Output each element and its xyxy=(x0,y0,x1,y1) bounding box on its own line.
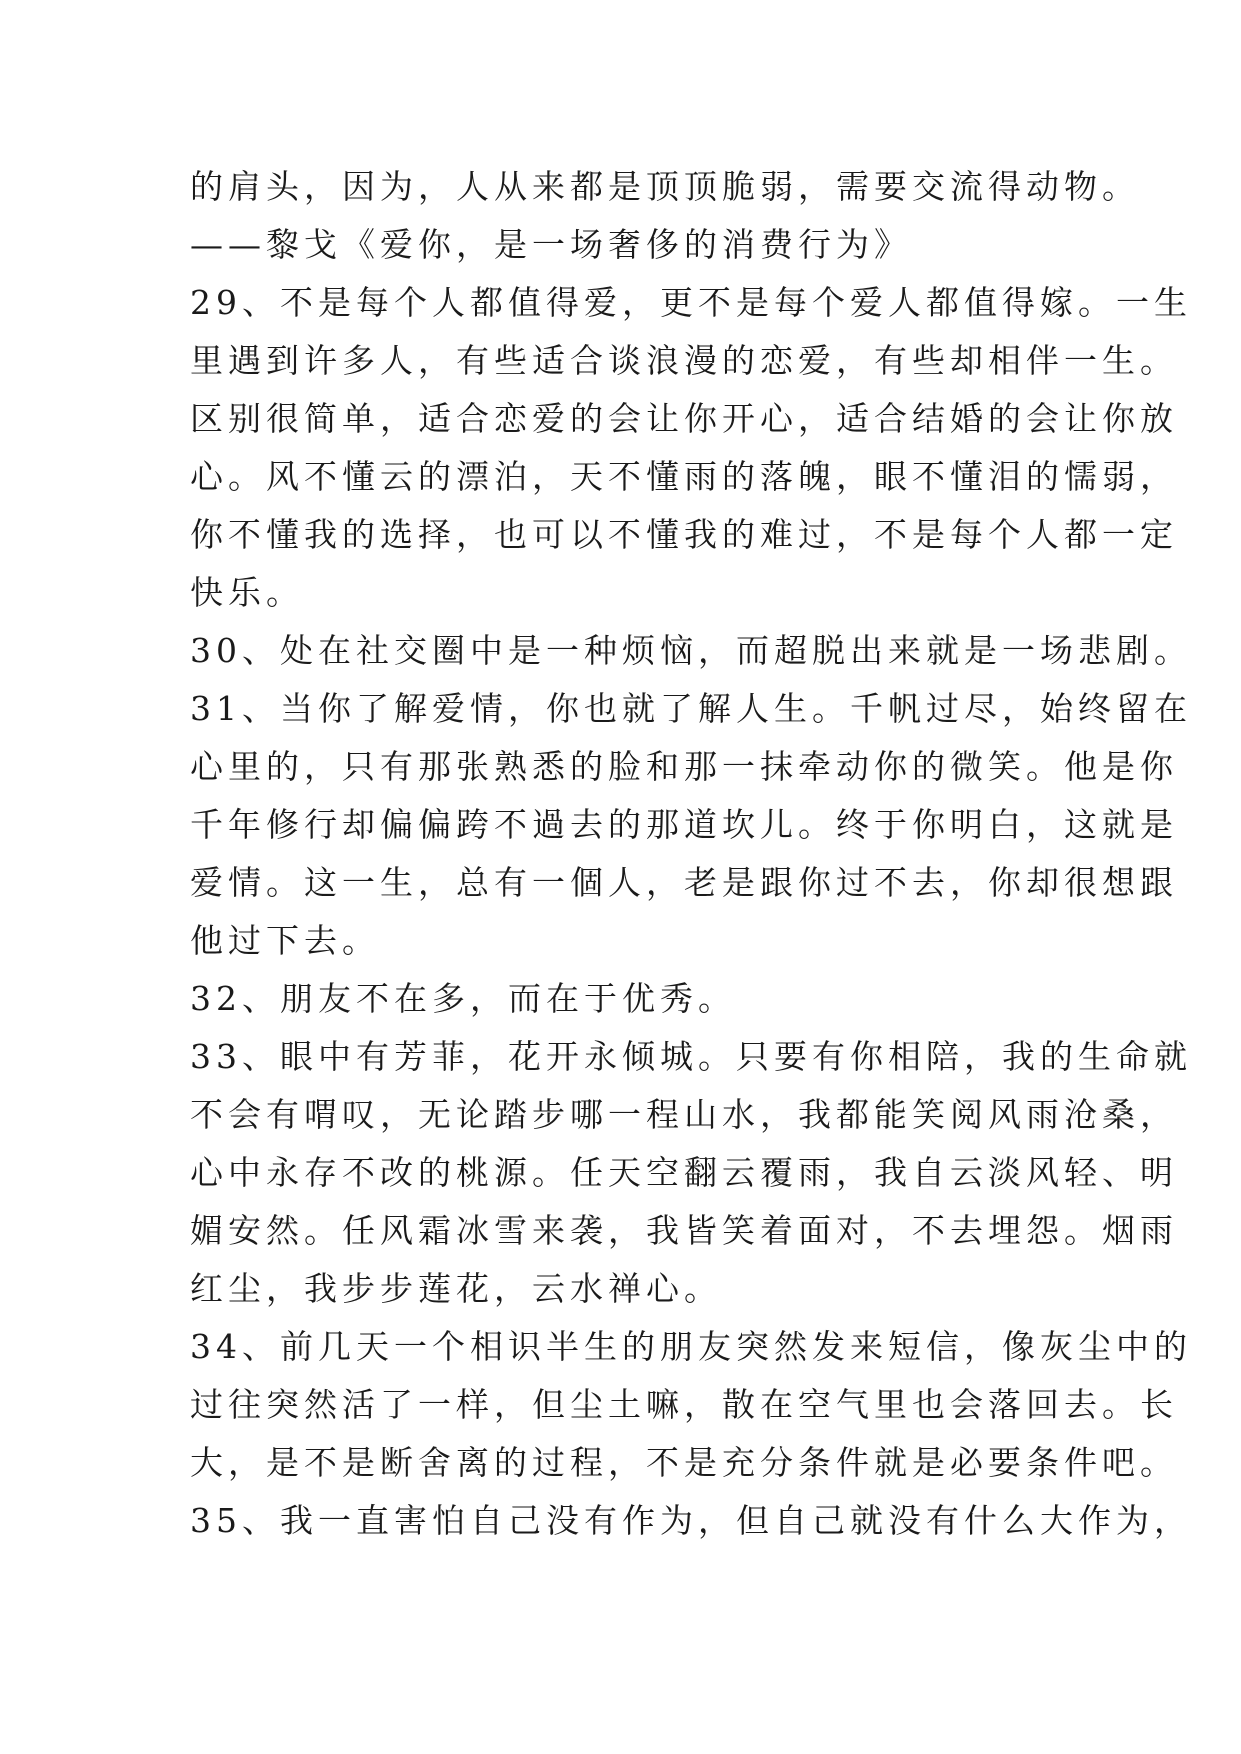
text-line: 35、我一直害怕自己没有作为，但自己就没有什么大作为， xyxy=(190,1501,1192,1540)
text-line: 的肩头，因为，人从来都是顶顶脆弱，需要交流得动物。 xyxy=(190,167,1140,206)
text-line: ——黎戈《爱你，是一场奢侈的消费行为》 xyxy=(190,225,912,264)
text-line: 30、处在社交圈中是一种烦恼，而超脱出来就是一场悲剧。 xyxy=(190,631,1192,670)
text-line: 他过下去。 xyxy=(190,921,380,960)
text-line: 快乐。 xyxy=(190,573,304,612)
text-line: 33、眼中有芳菲，花开永倾城。只要有你相陪，我的生命就 xyxy=(190,1037,1192,1076)
text-line: 区别很简单，适合恋爱的会让你开心，适合结婚的会让你放 xyxy=(190,399,1178,438)
text-line: 心。风不懂云的漂泊，天不懂雨的落魄，眼不懂泪的懦弱， xyxy=(190,457,1178,496)
text-line: 媚安然。任风霜冰雪来袭，我皆笑着面对，不去埋怨。烟雨 xyxy=(190,1211,1178,1250)
text-line: 32、朋友不在多，而在于优秀。 xyxy=(190,979,736,1018)
text-line: 29、不是每个人都值得爱，更不是每个爱人都值得嫁。一生 xyxy=(190,283,1192,322)
text-line: 过往突然活了一样，但尘土嘛，散在空气里也会落回去。长 xyxy=(190,1385,1178,1424)
text-line: 里遇到许多人，有些适合谈浪漫的恋爱，有些却相伴一生。 xyxy=(190,341,1178,380)
body-text xyxy=(190,158,1192,1550)
text-line: 红尘，我步步莲花，云水禅心。 xyxy=(190,1269,722,1308)
text-line: 千年修行却偏偏跨不過去的那道坎儿。终于你明白，这就是 xyxy=(190,805,1178,844)
text-line: 34、前几天一个相识半生的朋友突然发来短信，像灰尘中的 xyxy=(190,1327,1192,1366)
text-line: 你不懂我的选择，也可以不懂我的难过，不是每个人都一定 xyxy=(190,515,1178,554)
text-line: 不会有喟叹，无论踏步哪一程山水，我都能笑阅风雨沧桑， xyxy=(190,1095,1178,1134)
text-line: 大，是不是断舍离的过程，不是充分条件就是必要条件吧。 xyxy=(190,1443,1178,1482)
text-line: 31、当你了解爱情，你也就了解人生。千帆过尽，始终留在 xyxy=(190,689,1192,728)
text-line: 心中永存不改的桃源。任天空翻云覆雨，我自云淡风轻、明 xyxy=(190,1153,1178,1192)
text-line: 心里的，只有那张熟悉的脸和那一抹牵动你的微笑。他是你 xyxy=(190,747,1178,786)
text-line: 爱情。这一生，总有一個人，老是跟你过不去，你却很想跟 xyxy=(190,863,1178,902)
